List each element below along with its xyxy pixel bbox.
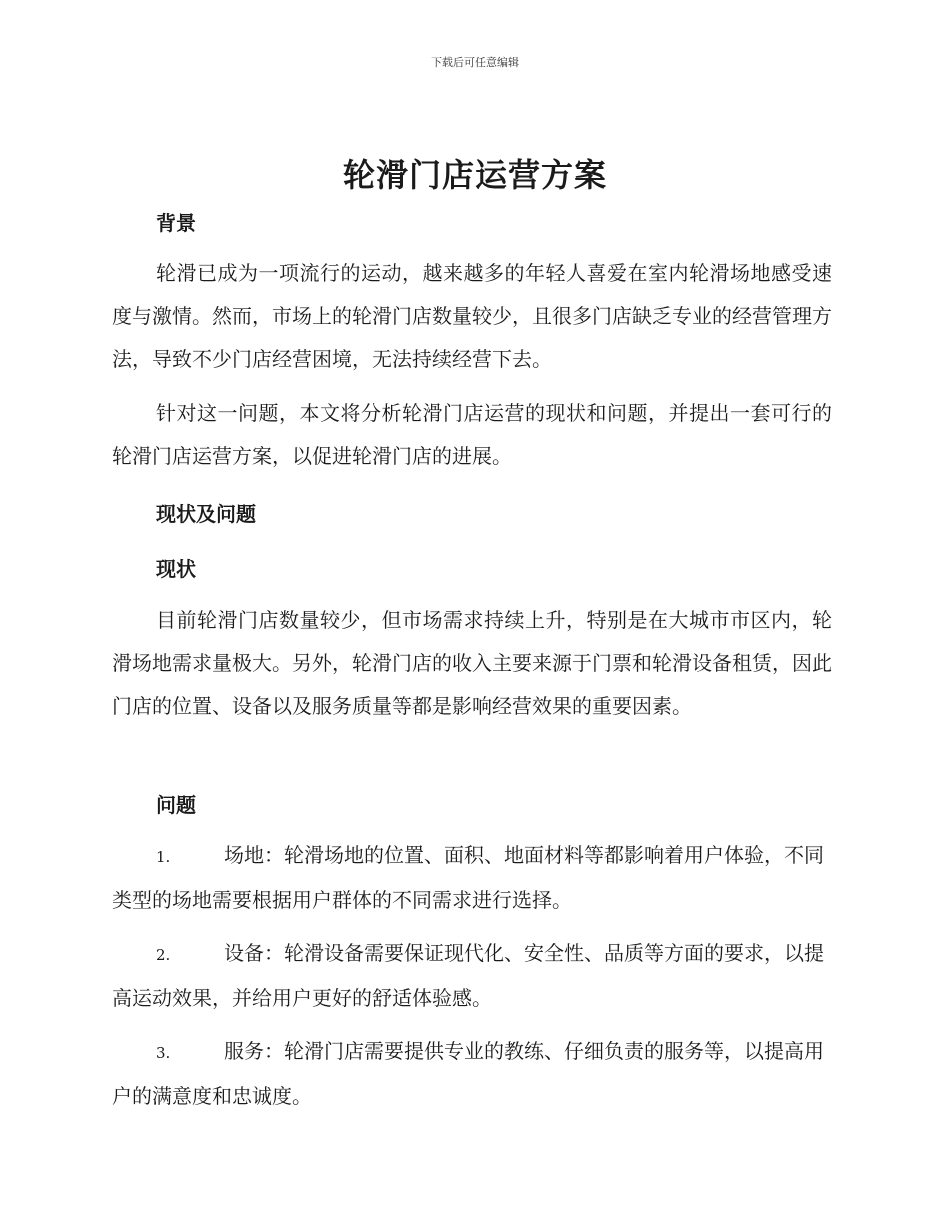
list-item-text: 设备：轮滑设备需要保证现代化、安全性、品质等方面的要求，以提高运动效果，并给用户更好的舒适体验感。 <box>112 941 824 1010</box>
paragraph-background-1: 轮滑已成为一项流行的运动，越来越多的年轻人喜爱在室内轮滑场地感受速度与激情。然而，市场上的轮滑门店数量较少，且很多门店缺乏专业的经营管理方法，导致不少门店经营困境，无法持续经营下去。 <box>112 261 832 371</box>
list-number: 2. <box>156 946 171 964</box>
paragraph-background-2: 针对这一问题，本文将分析轮滑门店运营的现状和问题，并提出一套可行的轮滑门店运营方案，以促进轮滑门店的进展。 <box>112 401 832 468</box>
heading-background: 背景 <box>156 211 196 235</box>
paragraph-status: 目前轮滑门店数量较少，但市场需求持续上升，特别是在大城市市区内，轮滑场地需求量极大。另外，轮滑门店的收入主要来源于门票和轮滑设备租赁，因此门店的位置、设备以及服务质量等都是影响经营效果的重要因素。 <box>112 608 832 718</box>
heading-status-and-problems: 现状及问题 <box>156 502 256 526</box>
list-item-text: 服务：轮滑门店需要提供专业的教练、仔细负责的服务等，以提高用户的满意度和忠诚度。 <box>112 1039 824 1108</box>
problem-item-3 <box>112 1030 832 1118</box>
problem-item-1 <box>112 834 832 922</box>
list-number: 3. <box>156 1044 171 1062</box>
header-note: 下载后可任意编辑 <box>431 56 519 69</box>
document-title: 轮滑门店运营方案 <box>342 156 607 194</box>
list-number: 1. <box>156 848 171 866</box>
heading-problems: 问题 <box>156 793 196 817</box>
list-item-text: 场地：轮滑场地的位置、面积、地面材料等都影响着用户体验，不同类型的场地需要根据用户群体的不同需求进行选择。 <box>112 843 824 912</box>
heading-status: 现状 <box>156 557 196 581</box>
problem-item-2 <box>112 932 832 1020</box>
